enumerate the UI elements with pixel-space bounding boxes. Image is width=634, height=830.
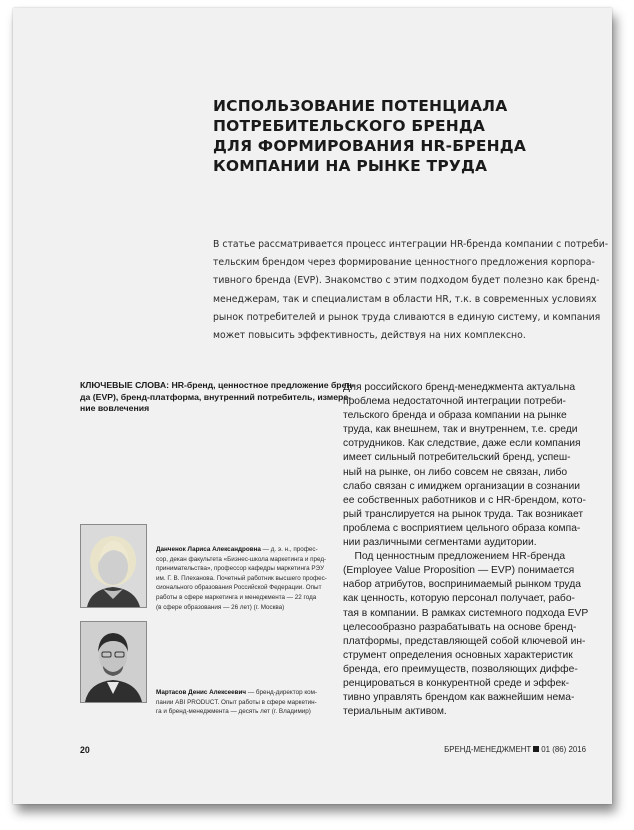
author-photo-danchenok (80, 524, 147, 608)
abstract-line: В статье рассматривается процесс интеграции HR-бренда компании с потреби- (213, 239, 609, 250)
bio-line: га и бренд-менеджмента — десять лет (г. Владимир) (156, 708, 311, 716)
keywords (80, 380, 355, 415)
body-line: Под ценностным предложением HR-бренда (343, 551, 566, 563)
keywords-line: КЛЮЧЕВЫЕ СЛОВА: HR-бренд, ценностное предложение брен- (80, 380, 355, 390)
body-line: труда, как внешнем, так и внутреннем, т.е. среди (343, 424, 578, 436)
body-line: рый транслируется на рынок труда. Так возникает (343, 508, 584, 520)
body-line: струмент определения основных характеристик (343, 649, 573, 661)
body-line: имеет сильный потребительский бренд, успеш- (343, 452, 571, 464)
journal-name: БРЕНД-МЕНЕДЖМЕНТ (444, 745, 532, 754)
body-line: платформы, представляющей собой ключевой ин- (343, 635, 586, 647)
bio-line: пании ABI PRODUCT. Опыт работы в сфере маркетин- (156, 698, 317, 706)
body-line: нии различными сегментами аудитории. (343, 537, 537, 549)
body-line: слабо связан с имиджем организации в сознании (343, 480, 580, 492)
article-body (343, 381, 593, 719)
body-line: сотрудников. Как следствие, даже если компания (343, 438, 581, 450)
author-bio-martasov (156, 688, 331, 717)
bio-line: — д. э. н., профес- (260, 546, 318, 553)
abstract-line: рынок потребителей и рынок труда сливаются в единую систему, и компания (213, 311, 601, 323)
body-line: целесообразно разрабатывать на основе бренд- (343, 621, 577, 633)
body-line: (Employee Value Proposition — EVP) понимается (343, 565, 575, 577)
keywords-line: да (EVP), бренд-платформа, внутренний потребитель, измере- (80, 391, 352, 402)
body-line: проблема недостаточной интеграции потреби- (343, 396, 566, 408)
title-line: ПОТРЕБИТЕЛЬСКОГО БРЕНДА (213, 117, 486, 135)
abstract-line: менеджерам, так и специалистам в области HR, т.к. в современных условиях (213, 293, 597, 305)
bio-line: работы в сфере маркетинга и менеджмента — 22 года (156, 593, 317, 601)
bio-line: (в сфере образования — 26 лет) (г. Москва) (156, 603, 285, 611)
bio-line: им. Г. В. Плеханова. Почетный работник высшего профес- (156, 574, 327, 582)
body-line: ный на рынке, он либо совсем не связан, либо (343, 466, 568, 478)
body-line: набор атрибутов, воспринимаемый рынком труда (343, 579, 581, 591)
body-line: териальным активом. (343, 706, 447, 718)
body-line: тельского бренда и образа компании на рынке (343, 410, 567, 422)
article-abstract (213, 236, 609, 345)
author-photo-martasov (80, 621, 147, 703)
author-name: Данченок Лариса Александровна (156, 546, 261, 553)
title-line: ДЛЯ ФОРМИРОВАНИЯ HR-БРЕНДА (213, 137, 527, 155)
page-number: 20 (80, 745, 90, 755)
keywords-line: ние вовлечения (80, 403, 150, 413)
bio-line: — бренд-директор ком- (246, 689, 318, 696)
title-line: КОМПАНИИ НА РЫНКЕ ТРУДА (213, 157, 488, 175)
abstract-line: тивного бренда (EVP). Знакомство с этим подходом будет полезно как бренд- (213, 275, 600, 287)
bio-line: сионального образования Российской Федерации. Опыт (156, 584, 322, 592)
author-name: Мартасов Денис Алексеевич (156, 689, 247, 696)
body-line: ренцироваться в конкурентной среде и эффек- (343, 677, 570, 689)
bio-line: принимательства», профессор кафедры маркетинга РЭУ (156, 565, 325, 573)
body-line: бренда, его преимуществ, позволяющих диффе- (343, 663, 578, 675)
body-line: проблема с восприятием цельного образа компа- (343, 522, 581, 534)
author-bio-danchenok (156, 545, 331, 612)
square-separator-icon (533, 746, 539, 752)
title-line: ИСПОЛЬЗОВАНИЕ ПОТЕНЦИАЛА (213, 97, 508, 115)
body-line: тивно управлять брендом как важнейшим нема- (343, 692, 575, 704)
journal-footer (444, 745, 586, 754)
body-line: ее собственных работников и с HR-брендом, кото- (343, 494, 586, 506)
bio-line: сор, декан факультета «Бизнес-школа маркетинга и пред- (156, 555, 327, 563)
body-line: тая в компании. В рамках системного подхода EVP (343, 607, 589, 619)
abstract-line: тельским брендом через формирование ценностного предложения корпора- (213, 257, 595, 269)
abstract-line: может повысить эффективность, действуя на них комплексно. (213, 330, 526, 342)
body-line: Для российского бренд-менеджмента актуальна (343, 382, 576, 393)
article-title (213, 96, 543, 176)
issue-number: 01 (86) 2016 (541, 745, 586, 754)
body-line: как ценность, которую персонал получает, рабо- (343, 593, 575, 605)
